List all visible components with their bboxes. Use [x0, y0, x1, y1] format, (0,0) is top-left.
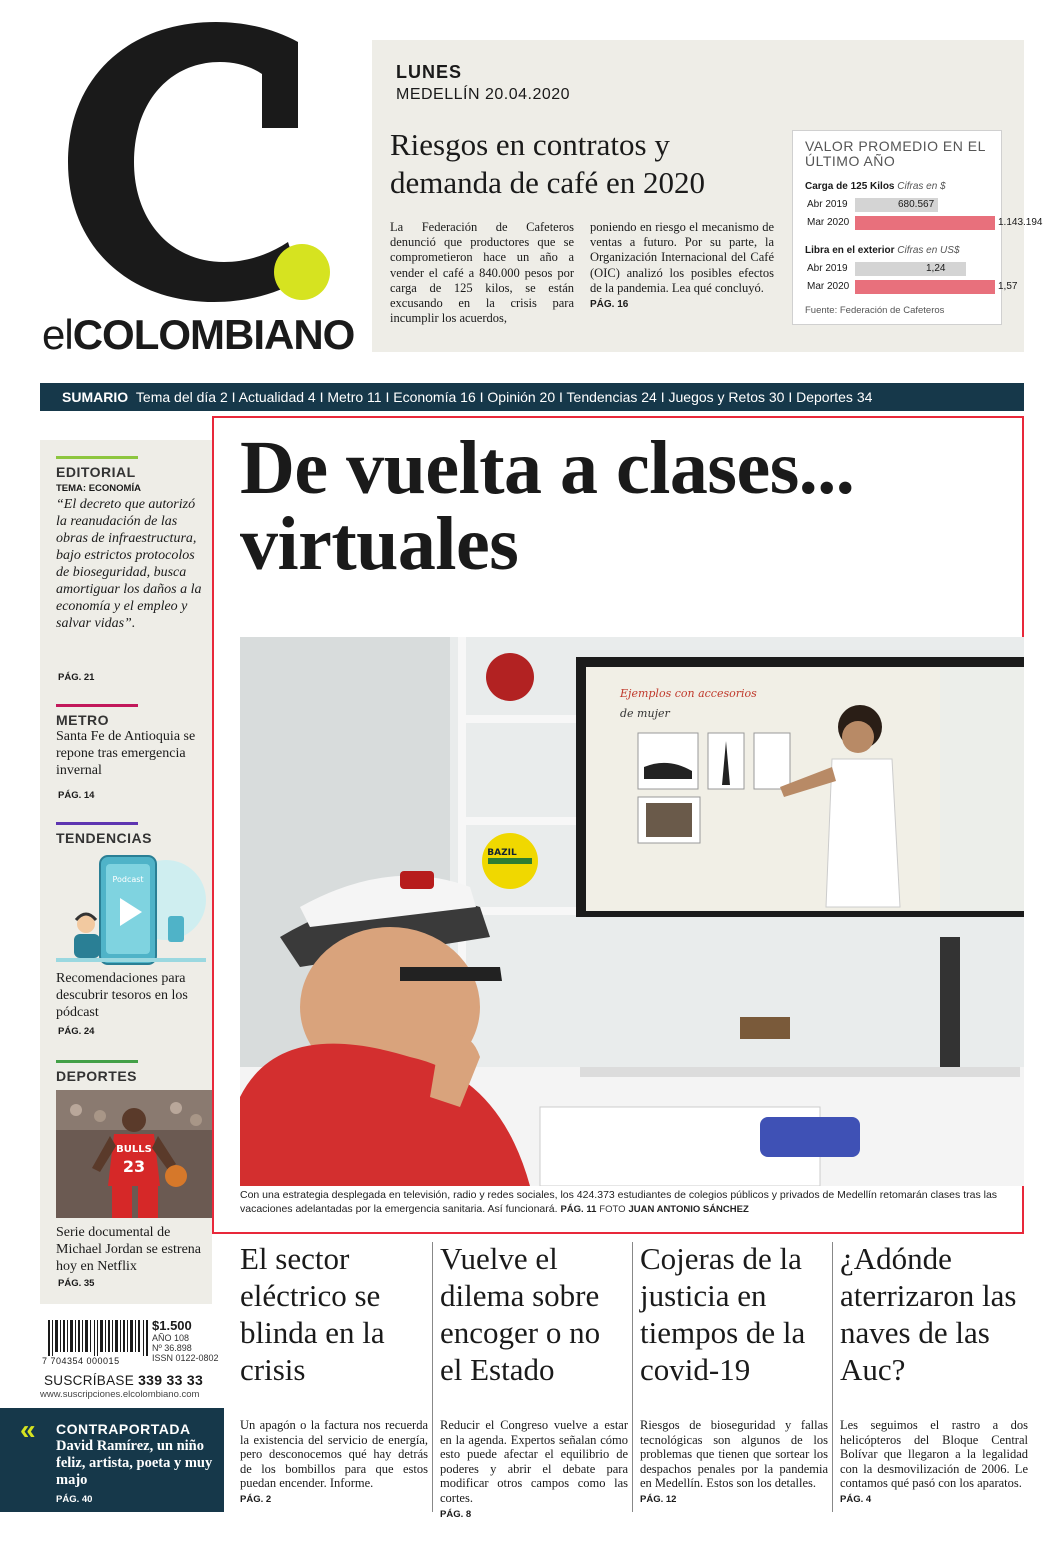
subscribe-url[interactable]: www.suscripciones.elcolombiano.com: [40, 1389, 200, 1400]
article-body: Les seguimos el rastro a dos helicópteros del Bloque Central Bolívar que llegaron a la legalidad con la desmovilización de 2006. Le contamos qué pasó con los aparatos. PÁG. 4: [840, 1418, 1028, 1505]
jersey-text: BULLS: [116, 1144, 152, 1155]
contraportada-head: CONTRAPORTADA: [56, 1421, 191, 1437]
chart-value-label: 1,24: [926, 263, 946, 274]
sumario-label: SUMARIO: [62, 389, 129, 405]
sumario-items[interactable]: Tema del día 2 I Actualidad 4 I Metro 11 I Economía 16 I Opinión 20 I Tendencias 24 I Juegos y Retos 30 I Deportes 34: [135, 389, 873, 405]
photo-caption: [240, 1188, 1022, 1217]
deportes-text[interactable]: Serie documental de Michael Jordan se estrena hoy en Netflix: [56, 1225, 201, 1274]
article-body: Un apagón o la factura nos recuerda la existencia del servicio de energía, pero desconocemos qué hay detrás de los bombillos para que estos puedan encender. Informe. PÁG. 2: [240, 1418, 428, 1505]
chart-bar: [855, 216, 995, 230]
issue-day: LUNES: [396, 62, 463, 82]
issn: ISSN 0122-0802: [152, 1353, 219, 1363]
logo-word-el: el: [42, 311, 73, 358]
jersey-number: 23: [122, 1157, 146, 1176]
article-page[interactable]: PÁG. 12: [640, 1493, 677, 1505]
issue-city-date: MEDELLÍN 20.04.2020: [396, 86, 571, 103]
column-divider: [432, 1242, 433, 1512]
chart-value-label: 680.567: [898, 199, 935, 210]
contraportada-box[interactable]: [0, 1408, 224, 1512]
chart-row: [805, 197, 995, 213]
year-info: AÑO 108: [152, 1333, 190, 1343]
chart-value-label: 1,57: [998, 281, 1018, 292]
article-body: Reducir el Congreso vuelve a estar en la agenda. Expertos señalan cómo esto puede afectar el equilibrio de poderes y abrir el debate para modificar otros campos como las cortes. PÁG. 8: [440, 1418, 628, 1520]
chart-title: VALOR PROMEDIO EN EL ÚLTIMO AÑO: [805, 138, 986, 169]
caption-credit-label: FOTO: [599, 1204, 626, 1215]
deportes-rule: [56, 1060, 138, 1063]
tendencias-page[interactable]: PÁG. 24: [58, 1026, 95, 1037]
editorial-page[interactable]: PÁG. 21: [58, 672, 95, 683]
top-story-page[interactable]: PÁG. 16: [590, 299, 629, 311]
metro-text[interactable]: Santa Fe de Antioquia se repone tras emergencia invernal: [56, 729, 196, 778]
chart-category: Abr 2019: [807, 199, 848, 210]
article-page[interactable]: PÁG. 8: [440, 1508, 472, 1520]
editorial-tema: TEMA: ECONOMÍA: [56, 483, 141, 494]
sumario-bar[interactable]: [40, 383, 1024, 411]
tendencias-text[interactable]: Recomendaciones para descubrir tesoros en los pódcast: [56, 971, 188, 1020]
contraportada-page[interactable]: PÁG. 40: [56, 1494, 93, 1505]
chart-row: [805, 279, 1018, 295]
podcast-illustration: [56, 850, 206, 970]
chart-source: Fuente: Federación de Cafeteros: [805, 305, 945, 316]
top-story-col1: La Federación de Cafeteros denunció que productores que se comprometieron hace un año a vender el café a 840.000 pesos por carga de 125 kilos, se están excusando en la crisis para incumplir los acuerdos,: [390, 220, 574, 326]
subscribe-phone[interactable]: 339 33 33: [138, 1372, 204, 1388]
top-story-col2: [590, 220, 774, 312]
article[interactable]: [440, 1240, 628, 1520]
coffee-price-chart: [792, 130, 1043, 325]
metro-rule: [56, 704, 138, 707]
sidebar: [40, 440, 212, 1304]
article-headline[interactable]: Vuelve el dilema sobre encoger o no el Estado: [440, 1241, 601, 1387]
column-divider: [632, 1242, 633, 1512]
chart-bar: [855, 280, 995, 294]
board-subtitle: de mujer: [620, 707, 670, 720]
article-headline[interactable]: ¿Adónde aterrizaron las naves de las Auc?: [840, 1241, 1017, 1387]
article[interactable]: [640, 1240, 828, 1516]
barcode-area: [40, 1318, 224, 1404]
article-headline[interactable]: Cojeras de la justicia en tiempos de la covid-19: [640, 1241, 806, 1387]
jordan-photo[interactable]: [56, 1090, 212, 1218]
issue-number: Nº 36.898: [152, 1343, 192, 1353]
main-photo[interactable]: [240, 637, 1024, 1186]
board-title: Ejemplos con accesorios: [620, 687, 757, 700]
chart-category: Abr 2019: [807, 263, 848, 274]
caption-text: Con una estrategia desplegada en televisión, radio y redes sociales, los 424.373 estudiantes de colegios públicos y privados de Medellín retomarán clases tras las vacaciones adelantadas por la emergencia sanitaria. Así funcionará.: [240, 1189, 998, 1215]
barcode-number: 7 704354 000015: [42, 1356, 120, 1366]
ball-label: BAZIL: [487, 848, 517, 858]
deportes-head[interactable]: DEPORTES: [56, 1068, 138, 1084]
contraportada-arrow-icon: «: [20, 1414, 36, 1445]
top-story-headline[interactable]: Riesgos en contratos y demanda de café en 2020: [390, 127, 706, 200]
chart-row: [805, 215, 1043, 231]
chart-category: Mar 2020: [807, 217, 850, 228]
caption-credit-name: JUAN ANTONIO SÁNCHEZ: [628, 1204, 749, 1215]
price: $1.500: [152, 1318, 192, 1333]
chart-row: [805, 261, 995, 277]
article-body: Riesgos de bioseguridad y fallas tecnológicas son algunos de los problemas que tienen que sortear los despachos penales por la pandemia en Medellín. Estos son los detalles. PÁG. 12: [640, 1418, 828, 1505]
deportes-page[interactable]: PÁG. 35: [58, 1278, 95, 1289]
logo-word-colombiano: COLOMBIANO: [72, 311, 355, 358]
article[interactable]: [240, 1240, 428, 1516]
article-headline[interactable]: El sector eléctrico se blinda en la crisis: [240, 1241, 385, 1387]
article-page[interactable]: PÁG. 4: [840, 1493, 872, 1505]
article-page[interactable]: PÁG. 2: [240, 1493, 272, 1505]
chart-bar: [855, 262, 966, 276]
chart-group1-title: Carga de 125 Kilos Cifras en $: [805, 181, 946, 192]
article[interactable]: [840, 1240, 1028, 1516]
chart-category: Mar 2020: [807, 281, 850, 292]
main-headline[interactable]: De vuelta a clases... virtuales: [240, 426, 855, 586]
column-divider: [832, 1242, 833, 1512]
editorial-text[interactable]: “El decreto que autorizó la reanudación de las obras de infraestructura, bajo estrictos protocolos de bioseguridad, busca amortiguar los daños a la economía y el empleo y salvar vidas”.: [56, 497, 202, 631]
podcast-label: Podcast: [112, 875, 144, 884]
top-story-col2-text: poniendo en riesgo el mecanismo de ventas a futuro. Por su parte, la Organización Internacional del Café (OIC) analizó los posibles efectos de la pandemia. Lea qué concluyó.: [590, 220, 774, 295]
logo-wordmark[interactable]: [42, 310, 354, 360]
chart-group2-title: Libra en el exterior Cifras en US$: [805, 245, 960, 256]
logo-c-mark[interactable]: [30, 10, 330, 310]
tendencias-rule: [56, 822, 138, 825]
top-story-box: [372, 40, 1043, 352]
metro-page[interactable]: PÁG. 14: [58, 790, 95, 801]
metro-head[interactable]: METRO: [56, 712, 110, 728]
logo-dot: [274, 244, 330, 300]
chart-value-label: 1.143.194: [998, 217, 1043, 228]
caption-page[interactable]: PÁG. 11: [560, 1204, 597, 1215]
subscribe-label: SUSCRÍBASE: [44, 1373, 135, 1388]
contraportada-text[interactable]: David Ramírez, un niño feliz, artista, poeta y muy majo: [56, 1438, 213, 1488]
subscribe-line[interactable]: [44, 1372, 203, 1388]
tendencias-head[interactable]: TENDENCIAS: [56, 830, 153, 846]
barcode-icon: [48, 1320, 148, 1356]
editorial-head[interactable]: EDITORIAL: [56, 464, 136, 480]
editorial-rule: [56, 456, 138, 459]
